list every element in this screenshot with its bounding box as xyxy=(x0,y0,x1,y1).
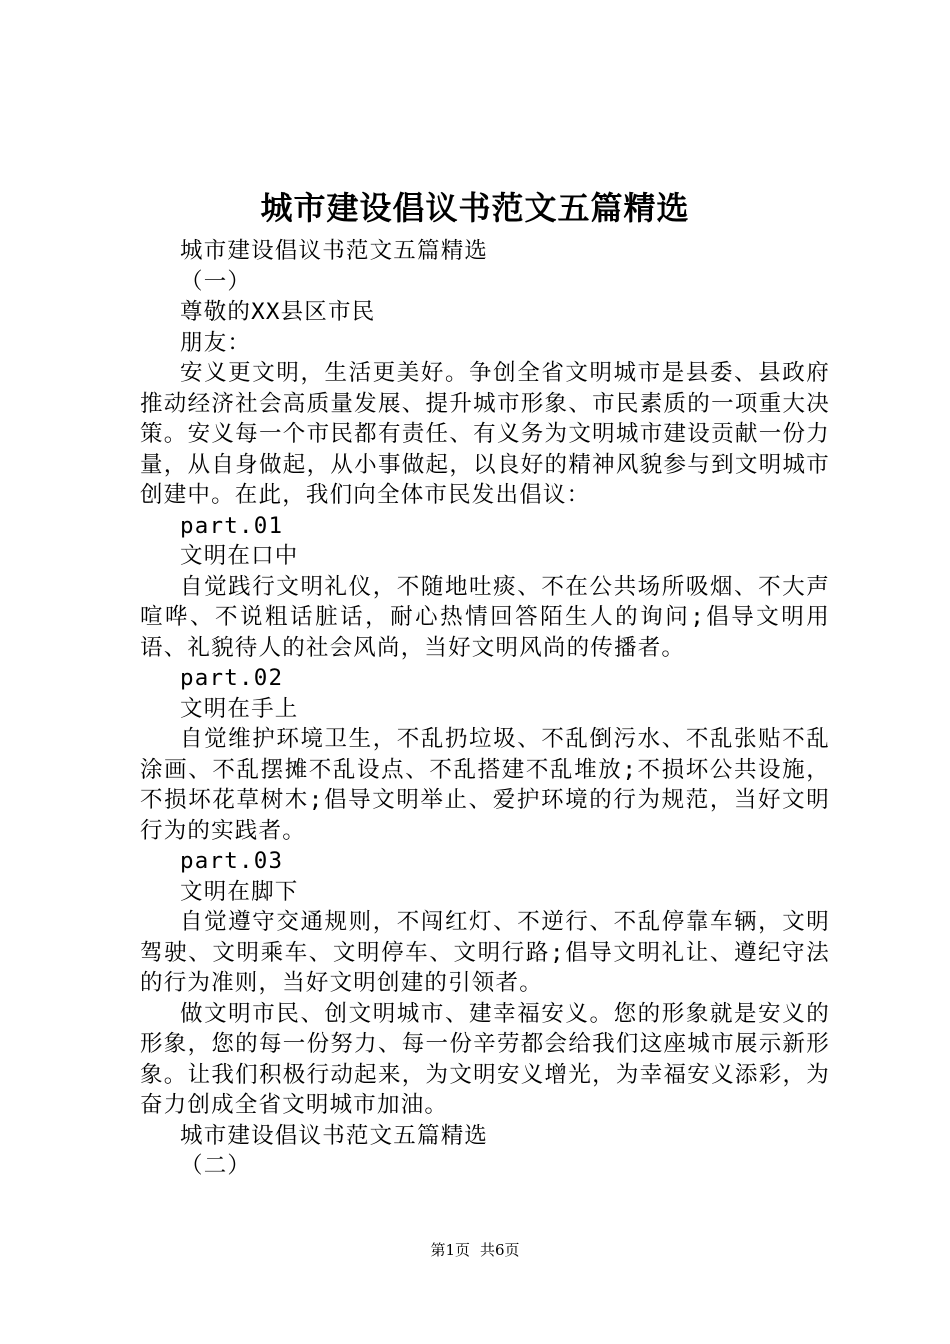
heading-line: 城市建设倡议书范文五篇精选 xyxy=(180,1122,489,1149)
body-paragraph: 自觉维护环境卫生，不乱扔垃圾、不乱倒污水、不乱张贴不乱涂画、不乱摆摊不乱设点、不乱搭建不乱堆放;不损坏公共设施，不损坏花草树木;倡导文明举止、爱护环境的行为规范，当好文明行为的实践者。 xyxy=(140,726,830,844)
page-number: 第1页 xyxy=(430,1241,470,1259)
section-number: （一） xyxy=(180,268,252,295)
document-title: 城市建设倡议书范文五篇精选 xyxy=(260,189,690,227)
part-heading: 文明在手上 xyxy=(180,695,299,722)
body-paragraph: 自觉践行文明礼仪，不随地吐痰、不在公共场所吸烟、不大声喧哗、不说粗话脏话，耐心热情回答陌生人的询问;倡导文明用语、礼貌待人的社会风尚，当好文明风尚的传播者。 xyxy=(140,573,830,661)
document-body xyxy=(140,236,830,1182)
part-label: part.03 xyxy=(180,848,284,874)
page-footer xyxy=(0,1240,950,1260)
page-total: 共6页 xyxy=(480,1241,520,1259)
heading-line: 城市建设倡议书范文五篇精选 xyxy=(180,238,489,264)
part-label: part.02 xyxy=(180,665,284,691)
part-heading: 文明在脚下 xyxy=(180,878,299,905)
body-paragraph: 自觉遵守交通规则，不闯红灯、不逆行、不乱停靠车辆，文明驾驶、文明乘车、文明停车、文明行路;倡导文明礼让、遵纪守法的行为准则，当好文明创建的引领者。 xyxy=(140,909,830,996)
section-number: （二） xyxy=(180,1153,252,1179)
part-heading: 文明在口中 xyxy=(180,543,299,569)
body-paragraph: 做文明市民、创文明城市、建幸福安义。您的形象就是安义的形象，您的每一份努力、每一份辛劳都会给我们这座城市展示新形象。让我们积极行动起来，为文明安义增光，为幸福安义添彩，为奋力创成全省文明城市加油。 xyxy=(140,1000,830,1118)
salutation-line: 朋友： xyxy=(180,329,252,356)
salutation-line: 尊敬的XX县区市民 xyxy=(180,299,376,325)
body-paragraph: 安义更文明，生活更美好。争创全省文明城市是县委、县政府推动经济社会高质量发展、提升城市形象、市民素质的一项重大决策。安义每一个市民都有责任、有义务为文明城市建设贡献一份力量，从自身做起，从小事做起，以良好的精神风貌参与到文明城市创建中。在此，我们向全体市民发出倡议： xyxy=(140,360,830,508)
part-label: part.01 xyxy=(180,512,284,539)
